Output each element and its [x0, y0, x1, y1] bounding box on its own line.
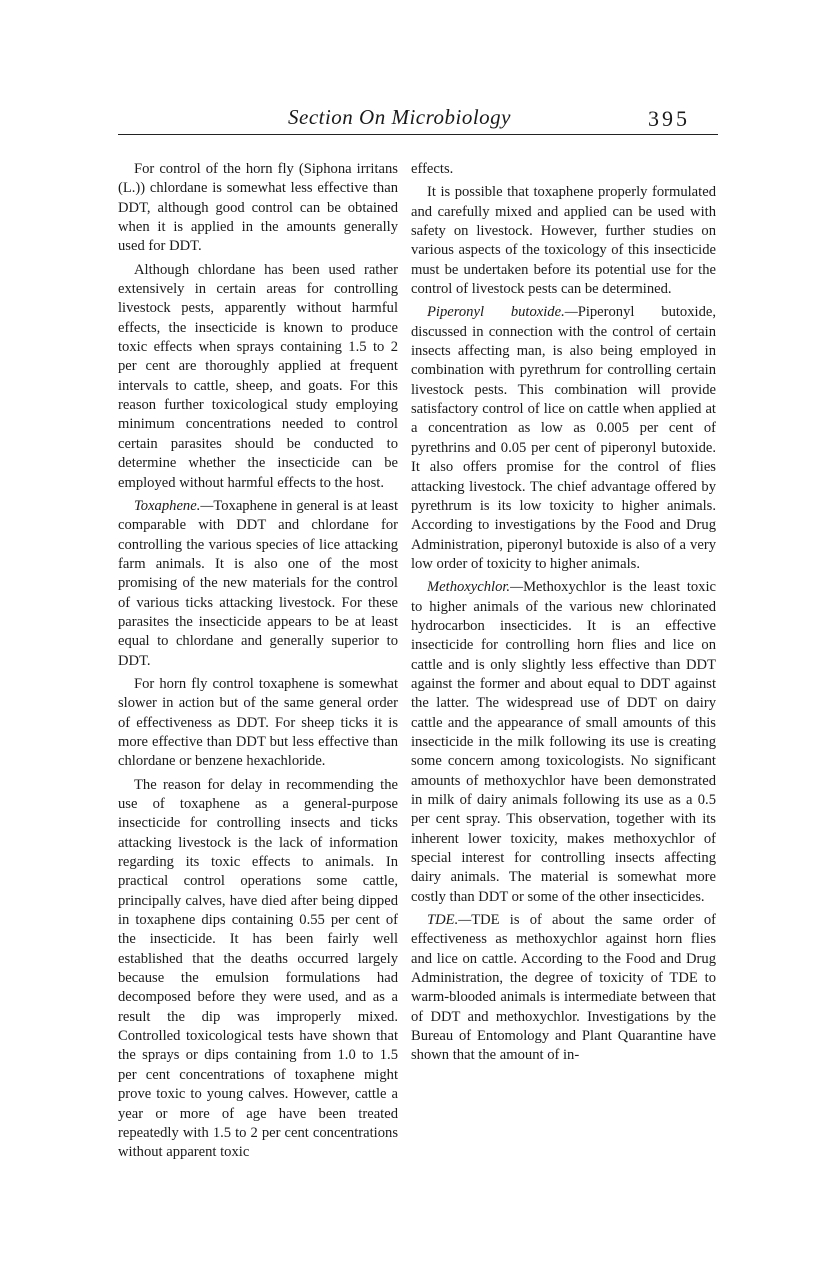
paragraph-heading: TDE.— [427, 912, 472, 929]
paragraph-heading: Toxaphene.— [134, 497, 214, 514]
paragraph-text: Toxaphene in general is at least comparable with DDT and chlordane for controlling the various species of lice attacking farm animals. It is also one of the most promising of the new materials for the control of various ticks attacking livestock. For these parasites the insecticide appears to be at least equal to chlordane and generally superior to DDT. [118, 497, 398, 669]
paragraph-text: For horn fly control toxaphene is somewhat slower in action but of the same general order of effectiveness as DDT. For sheep ticks it is more effective than DDT but less effective than chlordane or benzene hexachloride. [118, 675, 398, 770]
paragraph-continuation [411, 160, 716, 179]
paragraph [118, 497, 398, 671]
paragraph-text: It is possible that toxaphene properly formulated and carefully mixed and applied can be used with safety on livestock. However, further studies on various aspects of the toxicology of this insecticide must be undertaken before its potential use for the control of livestock pests can be determined. [411, 184, 716, 298]
paragraph-text: For control of the horn fly (Siphona irritans (L.)) chlordane is somewhat less effective than DDT, although good control can be obtained when it is applied in the amounts generally used for DDT. [118, 161, 398, 255]
paragraph [411, 911, 716, 1066]
page-number: 395 [648, 106, 690, 131]
paragraph [411, 303, 716, 574]
paragraph-text: Methoxychlor is the least toxic to higher animals of the various new chlorinated hydrocarbon insecticides. It is an effective insecticide for controlling horn flies and lice on cattle and is only slightly less effective than DDT against the former and about equal to DDT against the latter. The widespread use of DDT on dairy cattle and the appearance of small amounts of this insecticide in the milk following its use is creating some concern among toxicologists. No significant amounts of methoxychlor have been demonstrated in milk of dairy animals following its use as a 0.5 per cent spray. This observation, together with its inherent lower toxicity, makes methoxychlor of special interest for controlling insects affecting dairy animals. The material is somewhat more costly than DDT or some of the other insecticides. [411, 579, 716, 905]
header-rule [118, 134, 718, 135]
paragraph [118, 675, 398, 772]
paragraph-text: TDE is of about the same order of effectiveness as methoxychlor against horn flies and lice on cattle. According to the Food and Drug Administration, the degree of toxicity of TDE to warm-blooded animals is intermediate between that of DDT and methoxychlor. Investigations by the Bureau of Entomology and Plant Quarantine have shown that the amount of in- [411, 912, 716, 1064]
page-header [118, 100, 718, 138]
paragraph-heading: Piperonyl butoxide.— [427, 304, 578, 321]
right-column [411, 160, 716, 1070]
paragraph-heading: Methoxychlor.— [427, 579, 524, 596]
left-column [118, 160, 398, 1167]
paragraph [411, 578, 716, 907]
paragraph [118, 776, 398, 1163]
paragraph-text: effects. [411, 161, 454, 177]
paragraph-text: The reason for delay in recommending the use of toxaphene as a general-purpose insecticide for controlling insects and ticks attacking livestock is the lack of information regarding its toxic effects to animals. In practical control operations some cattle, principally calves, have died after being dipped in toxaphene dips containing 0.55 per cent of the insecticide. It has been fairly well established that the deaths occurred largely because the emulsion formulations had decomposed before they were used, and as a result the dip was improperly mixed. Controlled toxicological tests have shown that the sprays or dips containing from 1.0 to 1.5 per cent concentrations of toxaphene might prove toxic to young calves. However, cattle a year or more of age have been treated repeatedly with 1.5 to 2 per cent concentrations without apparent toxic [118, 776, 398, 1161]
paragraph-text: Although chlordane has been used rather extensively in certain areas for controlling livestock pests, apparently without harmful effects, the insecticide is known to produce toxic effects when sprays containing 1.5 to 2 per cent are thoroughly applied at frequent intervals to cattle, sheep, and goats. For this reason further toxicological study employing minimum concentrations needed to control certain parasites should be conducted to determine whether the insecticide can be employed without harmful effects to the host. [118, 261, 398, 491]
running-title: Section On Microbiology [288, 105, 512, 129]
paragraph-text: Piperonyl butoxide, discussed in connection with the control of certain insects affecting man, is also being employed in combination with pyrethrum for controlling certain livestock pests. This combination will provide satisfactory control of lice on cattle when applied at a concentration as low as 0.005 per cent of pyrethrins and 0.05 per cent of piperonyl butoxide. It also offers promise for the control of flies attacking livestock. The chief advantage offered by pyrethrum is its low toxicity to higher animals. According to investigations by the Food and Drug Administration, piperonyl butoxide is also of a very low order of toxicity to higher animals. [411, 304, 716, 572]
paragraph [411, 183, 716, 299]
paragraph [118, 160, 398, 257]
paragraph [118, 261, 398, 493]
